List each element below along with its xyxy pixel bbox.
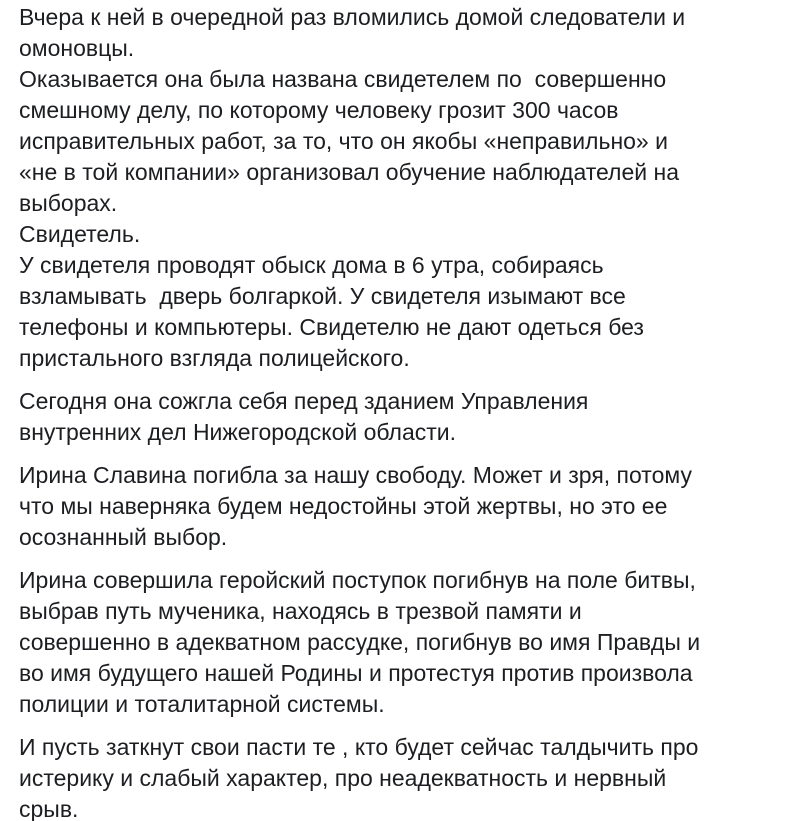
text-line: во имя будущего нашей Родины и протестуя против произвола [19,660,693,686]
text-line: смешному делу, по которому человеку грозит 300 часов [19,97,619,123]
paragraph-closing [19,732,784,821]
text-line: Ирина совершила геройский поступок погибнув на поле битвы, [19,567,696,593]
text-line: исправительных работ, за то, что он якобы «неправильно» и [19,128,668,154]
text-line: что мы наверняка будем недостойны этой жертвы, но это ее [19,493,668,519]
text-line: Свидетель. [19,221,141,247]
text-line: взламывать дверь болгаркой. У свидетеля изымают все [19,283,626,309]
text-line: внутренних дел Нижегородской области. [19,419,457,445]
paragraph-freedom [19,460,784,553]
paragraph-witness-search [19,2,784,374]
text-line: полиции и тоталитарной системы. [19,691,385,717]
text-line: выбрав путь мученика, находясь в трезвой памяти и [19,598,582,624]
text-line: срыв. [19,796,79,821]
text-line: истерику и слабый характер, про неадекватность и нервный [19,765,667,791]
text-line: У свидетеля проводят обыск дома в 6 утра, собираясь [19,252,604,278]
text-line: осознанный выбор. [19,524,228,550]
text-line: телефоны и компьютеры. Свидетелю не дают одеться без [19,314,644,340]
text-line: омоновцы. [19,35,135,61]
paragraph-self-immolation [19,386,784,448]
text-line: Сегодня она сожгла себя перед зданием Управления [19,388,589,414]
text-line: выборах. [19,190,118,216]
text-line: совершенно в адекватном рассудке, погибнув во имя Правды и [19,629,701,655]
text-line: Вчера к ней в очередной раз вломились домой следователи и [19,4,686,30]
paragraph-heroic-act [19,565,784,720]
text-line: «не в той компании» организовал обучение наблюдателей на [19,159,680,185]
text-line: Оказывается она была названа свидетелем по совершенно [19,66,667,92]
text-line: И пусть заткнут свои пасти те , кто будет сейчас талдычить про [19,734,699,760]
text-line: пристального взгляда полицейского. [19,345,410,371]
text-line: Ирина Славина погибла за нашу свободу. Может и зря, потому [19,462,692,488]
